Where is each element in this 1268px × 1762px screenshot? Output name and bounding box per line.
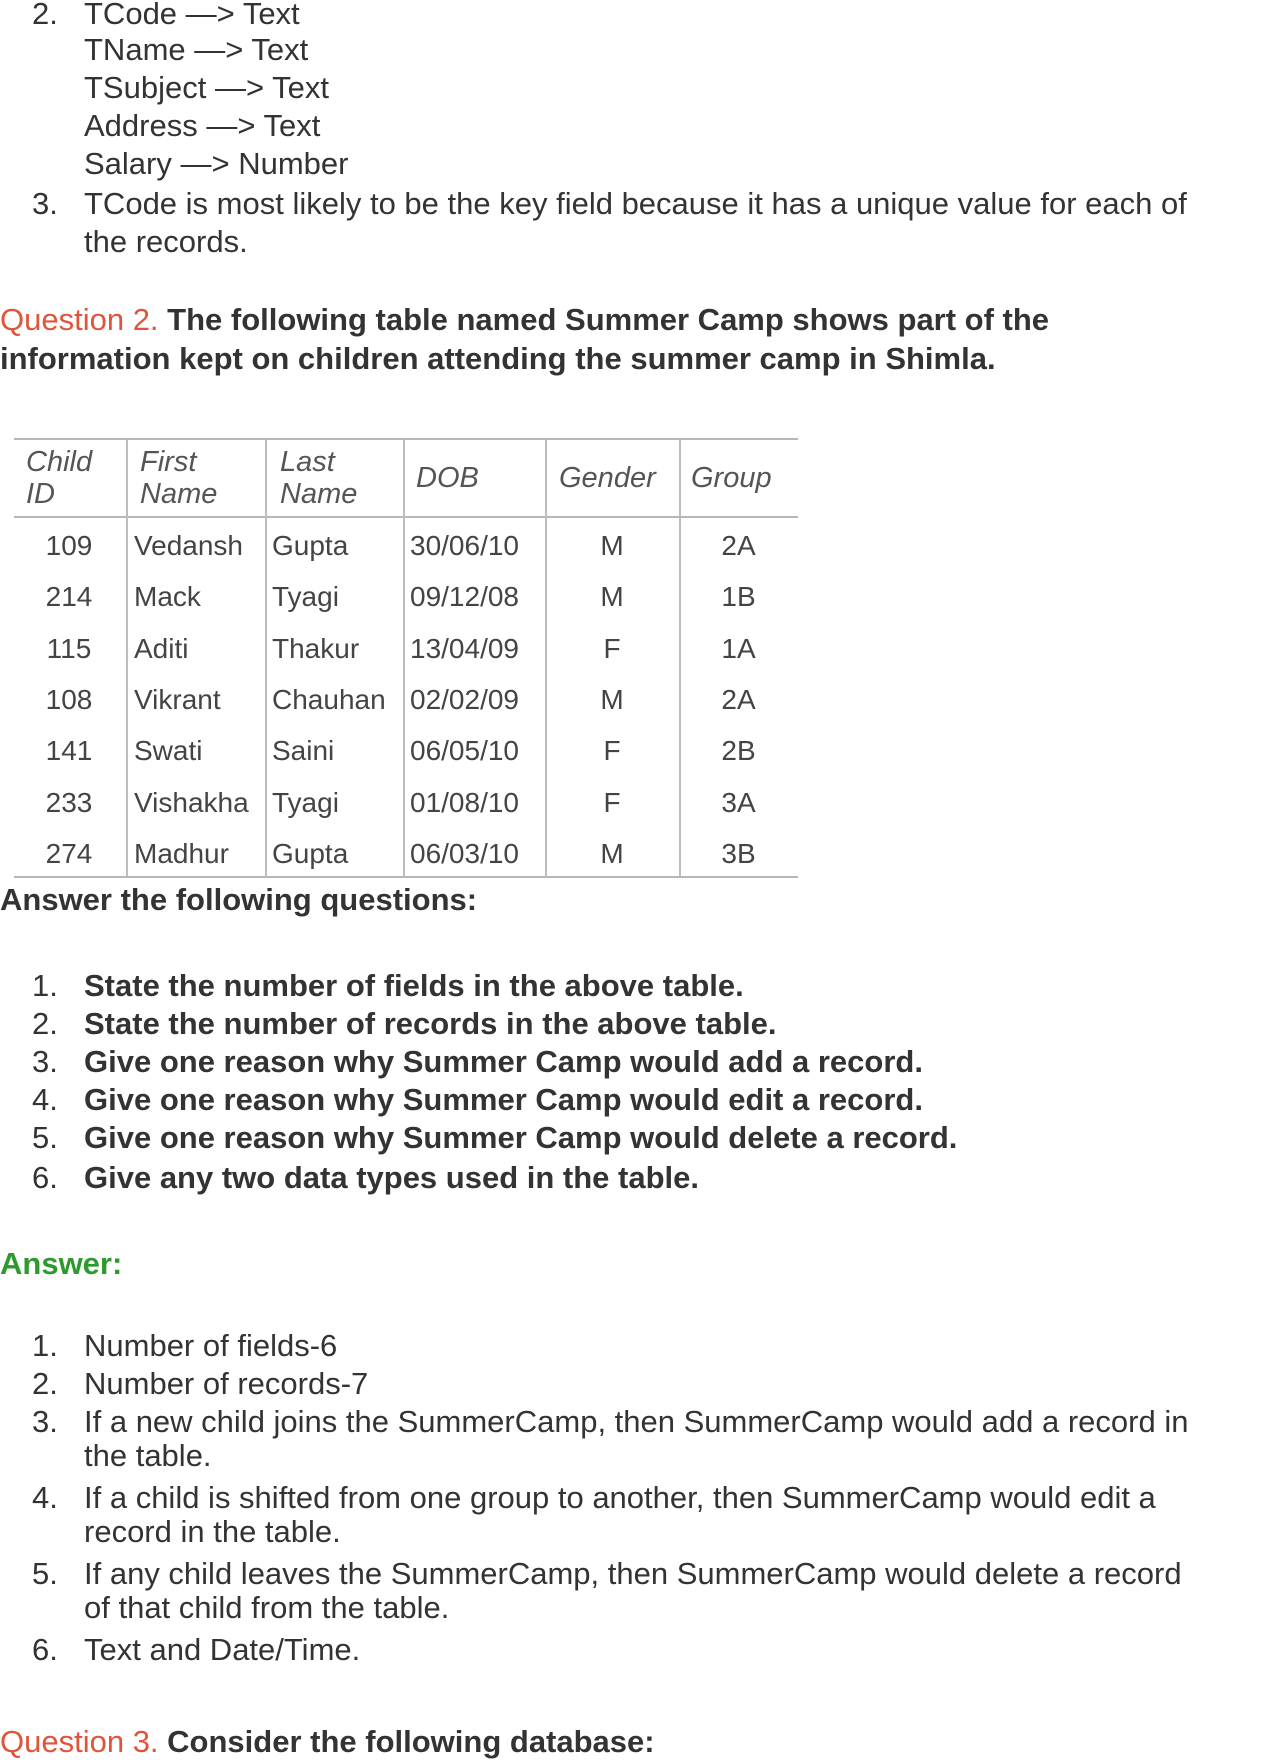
question-number: 3. xyxy=(32,1044,58,1079)
answer-text: Text and Date/Time. xyxy=(84,1632,361,1667)
header-dob: DOB xyxy=(416,462,479,494)
table-cell: Vedansh xyxy=(134,530,243,561)
question-text: The following table named Summer Camp shows part of the xyxy=(167,302,1050,337)
table-cell: 1B xyxy=(721,581,756,613)
table-cell: Saini xyxy=(272,735,335,767)
answer-text: of that child from the table. xyxy=(84,1590,450,1625)
header-line: Child xyxy=(26,446,93,478)
table-cell: 02/02/09 xyxy=(410,683,519,715)
answer-number: 4. xyxy=(32,1480,58,1515)
question-text: State the number of records in the above table. xyxy=(84,1006,777,1041)
question-3-heading xyxy=(0,1724,655,1760)
table-cell: M xyxy=(600,837,624,869)
answer-number: 1. xyxy=(32,1328,58,1363)
question-number: 2. xyxy=(32,1006,58,1041)
table-cell: 3A xyxy=(721,786,756,818)
table-cell: F xyxy=(603,735,621,767)
question-text: Give any two data types used in the table. xyxy=(84,1160,699,1195)
table-cell: Madhur xyxy=(134,837,229,869)
question-text: Consider the following database: xyxy=(167,1724,655,1759)
table-cell: 30/06/10 xyxy=(410,530,519,561)
table-cell: Mack xyxy=(134,581,201,613)
answer-label: Answer: xyxy=(0,1246,123,1281)
header-line: First xyxy=(140,446,197,478)
table-cell: 214 xyxy=(45,581,93,613)
table-cell: Aditi xyxy=(134,632,189,664)
table-cell: F xyxy=(603,786,621,818)
table-cell: 233 xyxy=(45,786,93,818)
table-cell: 13/04/09 xyxy=(410,632,519,664)
table-cell: 141 xyxy=(45,735,93,767)
table-cell: M xyxy=(600,581,624,613)
table-cell: 01/08/10 xyxy=(410,786,519,818)
answer-text: record in the table. xyxy=(84,1514,341,1549)
answer-following-heading: Answer the following questions: xyxy=(0,882,478,917)
question-text: Give one reason why Summer Camp would edit a record. xyxy=(84,1082,923,1117)
table-cell: 3B xyxy=(721,837,756,869)
question-text: Give one reason why Summer Camp would delete a record. xyxy=(84,1120,958,1155)
list-line: Address —> Text xyxy=(84,108,321,143)
answer-text: Number of records-7 xyxy=(84,1366,369,1401)
answer-number: 3. xyxy=(32,1404,58,1439)
table-cell: Chauhan xyxy=(272,683,386,715)
header-first-name xyxy=(140,446,217,510)
question-text: Give one reason why Summer Camp would add a record. xyxy=(84,1044,923,1079)
table-cell: Gupta xyxy=(272,837,349,869)
table-cell: Vishakha xyxy=(134,786,249,818)
question-label: Question 3. xyxy=(0,1724,159,1759)
header-line: ID xyxy=(26,478,55,510)
answer-number: 6. xyxy=(32,1632,58,1667)
list-line: Salary —> Number xyxy=(84,146,349,181)
table-cell: Vikrant xyxy=(134,683,221,715)
table-cell: Tyagi xyxy=(272,786,339,818)
answer-number: 5. xyxy=(32,1556,58,1591)
table-cell: Swati xyxy=(134,735,203,767)
header-line: Name xyxy=(280,478,358,510)
answer-text: the table. xyxy=(84,1438,212,1473)
table-cell: 06/03/10 xyxy=(410,837,519,869)
answer-text: If a new child joins the SummerCamp, then SummerCamp would add a record in xyxy=(84,1404,1189,1439)
table-cell: 2B xyxy=(721,735,756,767)
column-divider xyxy=(265,440,267,876)
table-cell: 1A xyxy=(721,632,756,664)
list-number: 3. xyxy=(32,186,58,221)
table-bottom-rule xyxy=(14,876,798,878)
table-cell: 2A xyxy=(721,530,756,561)
question-number: 1. xyxy=(32,968,58,1003)
header-child-id xyxy=(26,446,92,510)
table-cell: Gupta xyxy=(272,530,349,561)
list-line: the records. xyxy=(84,224,248,259)
header-group: Group xyxy=(691,462,772,494)
question-2-line-1 xyxy=(0,302,1049,338)
header-line: Last xyxy=(280,446,335,478)
question-number: 5. xyxy=(32,1120,58,1155)
table-cell: M xyxy=(600,530,624,561)
question-number: 4. xyxy=(32,1082,58,1117)
question-label: Question 2. xyxy=(0,302,159,337)
header-last-name xyxy=(280,446,357,510)
header-gender: Gender xyxy=(559,462,656,494)
list-line: TCode is most likely to be the key field because it has a unique value for each of xyxy=(84,186,1187,221)
answer-text: Number of fields-6 xyxy=(84,1328,338,1363)
table-cell: 2A xyxy=(721,683,756,715)
table-cell: 274 xyxy=(45,837,93,869)
answer-text: If a child is shifted from one group to another, then SummerCamp would edit a xyxy=(84,1480,1156,1515)
table-cell: 109 xyxy=(45,530,93,561)
table-cell: 115 xyxy=(46,632,92,664)
list-line: TSubject —> Text xyxy=(84,70,329,105)
list-number: 2. xyxy=(32,0,58,31)
table-cell: 108 xyxy=(45,683,93,715)
question-text: State the number of fields in the above table. xyxy=(84,968,744,1003)
list-line: TCode —> Text xyxy=(84,0,300,31)
table-cell: 06/05/10 xyxy=(410,735,519,767)
answer-number: 2. xyxy=(32,1366,58,1401)
answer-text: If any child leaves the SummerCamp, then SummerCamp would delete a record xyxy=(84,1556,1182,1591)
list-line: TName —> Text xyxy=(84,32,309,67)
header-line: Name xyxy=(140,478,218,510)
table-cell: M xyxy=(600,683,624,715)
question-2-line-2: information kept on children attending the summer camp in Shimla. xyxy=(0,341,996,376)
column-divider xyxy=(126,440,128,876)
column-divider xyxy=(403,440,405,876)
table-cell: F xyxy=(603,632,621,664)
question-number: 6. xyxy=(32,1160,58,1195)
table-cell: 09/12/08 xyxy=(410,581,519,613)
table-cell: Thakur xyxy=(272,632,360,664)
table-cell: Tyagi xyxy=(272,581,339,613)
